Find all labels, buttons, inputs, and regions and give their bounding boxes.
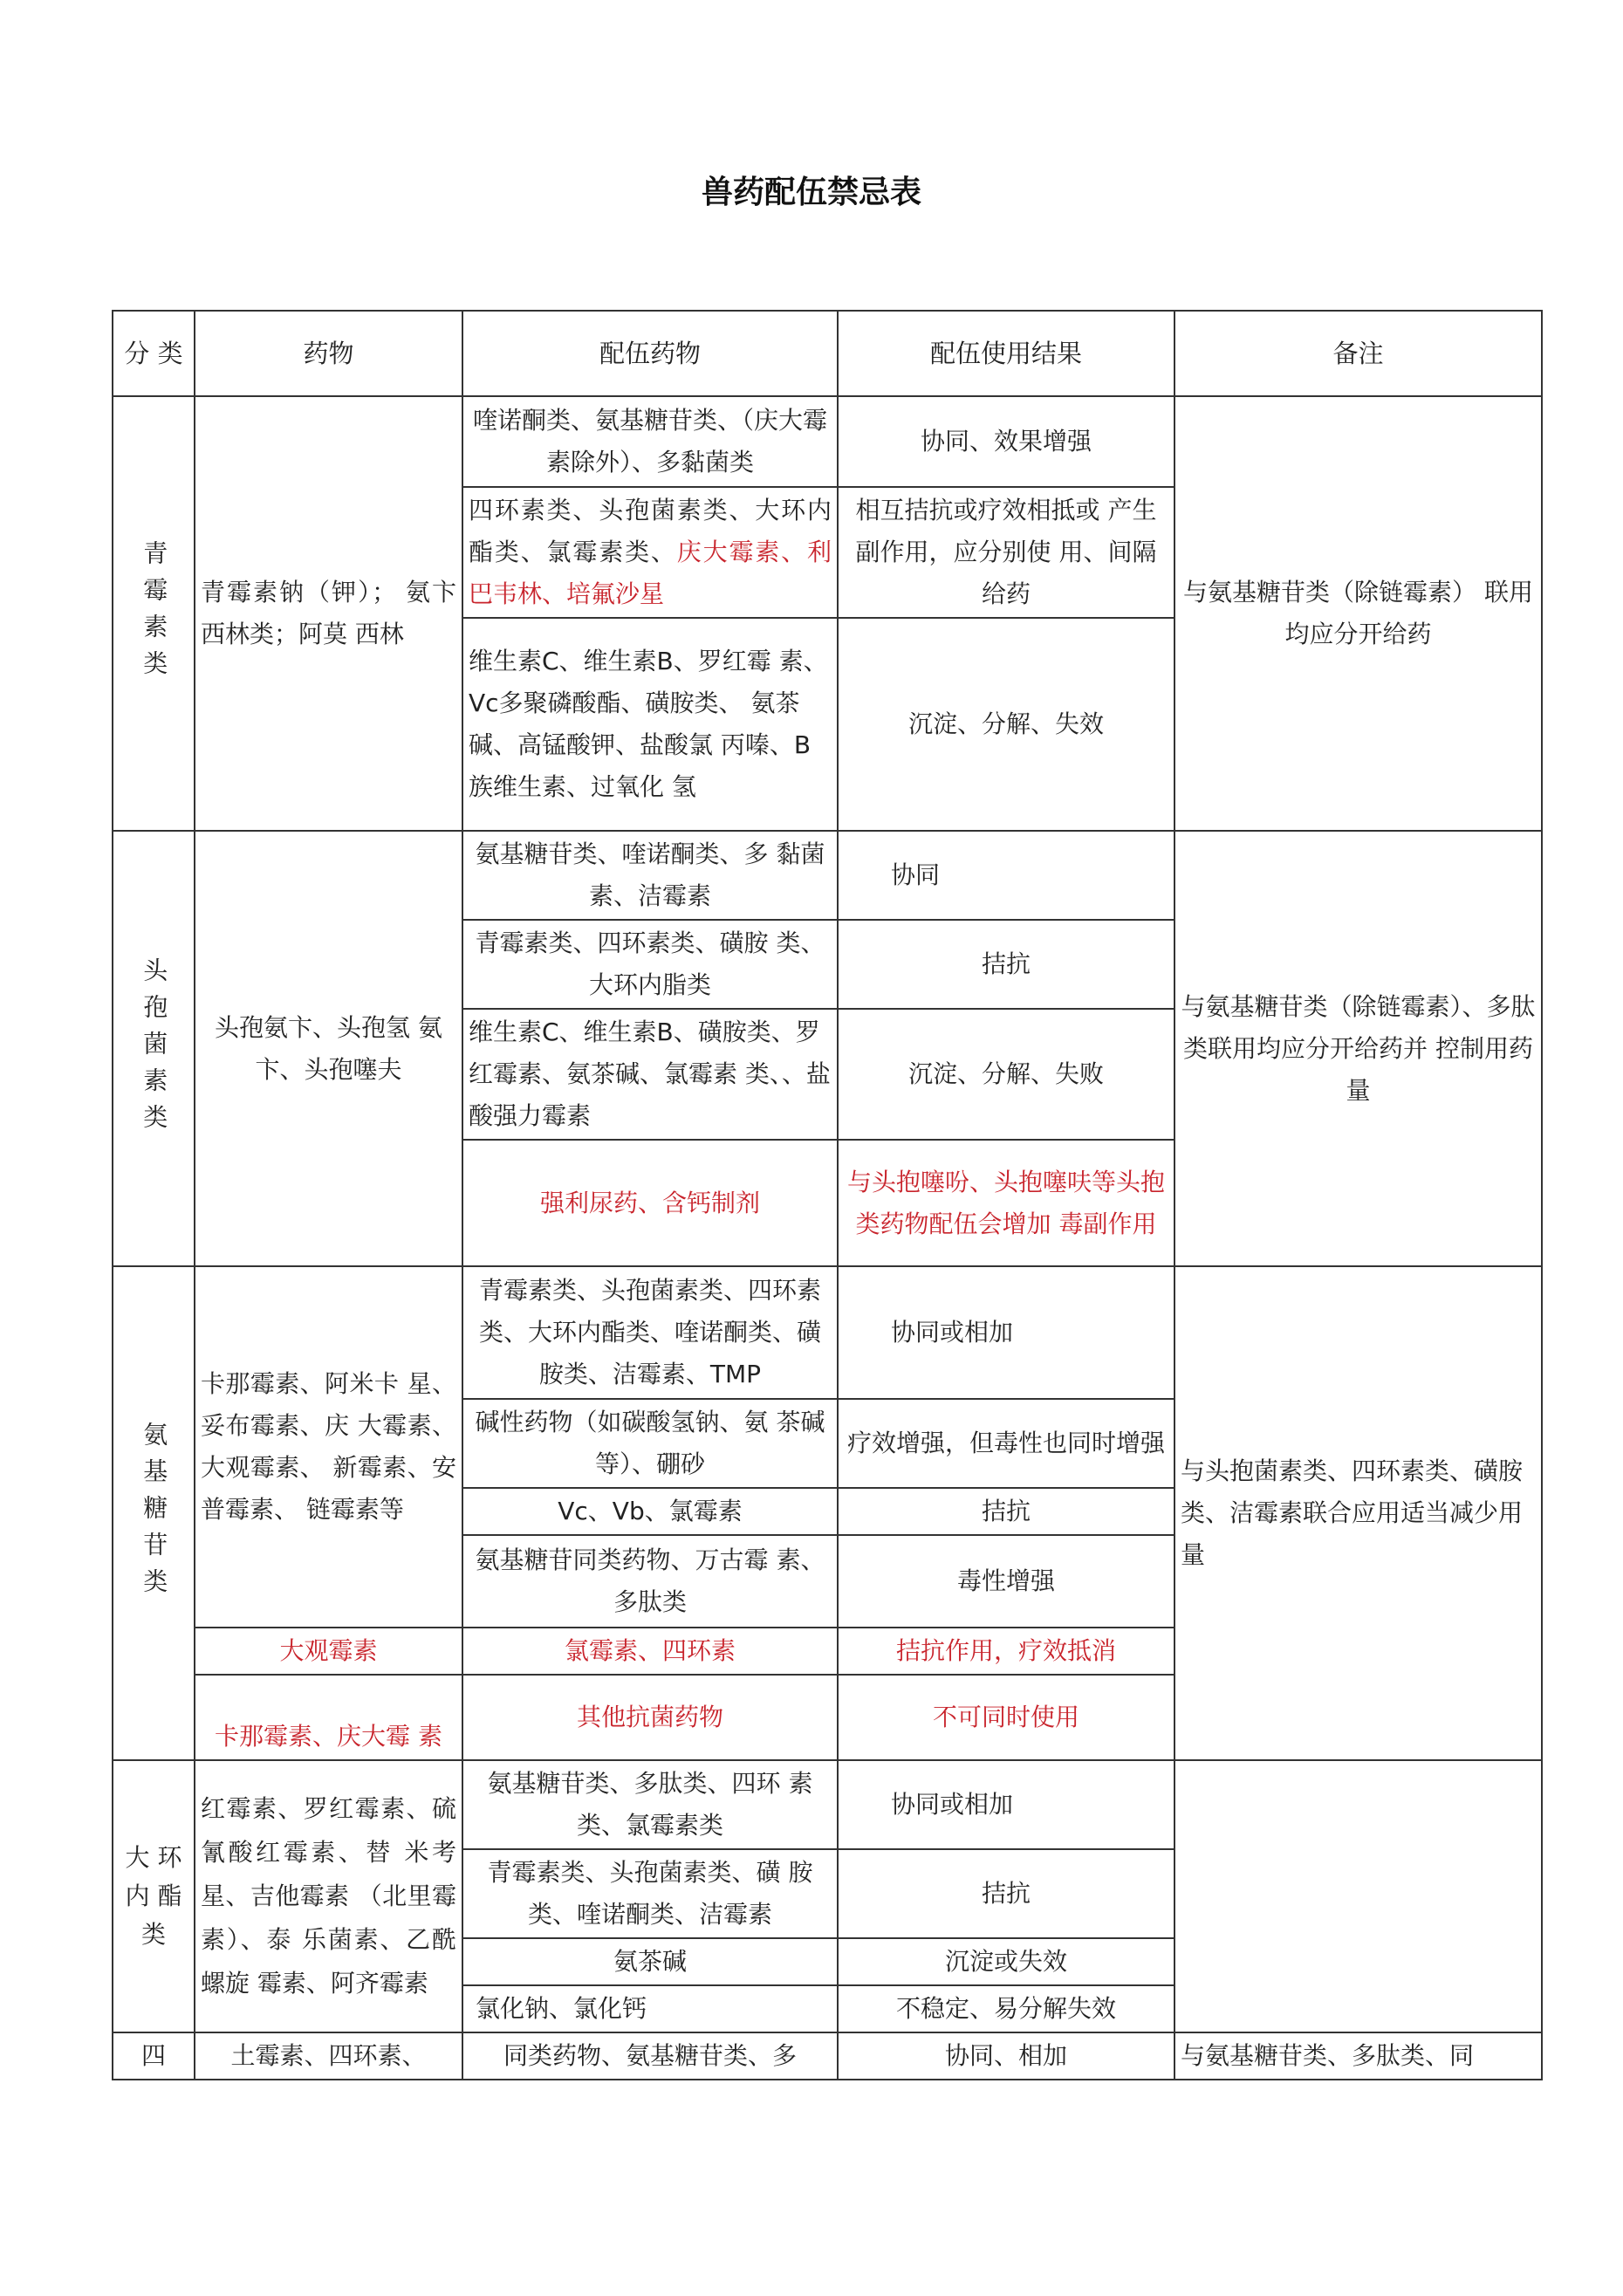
result-cell: 协同 <box>838 831 1174 920</box>
drug-special: 卡那霉素、庆大霉 素 <box>195 1675 462 1760</box>
drug-penicillin: 青霉素钠（钾）； 氨卞西林类；阿莫 西林 <box>195 396 462 831</box>
result-cell: 疗效增强，但毒性也同时增强 <box>838 1399 1174 1488</box>
table-row <box>113 2032 1542 2080</box>
combined-drug-cell: 氨茶碱 <box>462 1938 838 1985</box>
combined-drug-cell: 碱性药物（如碳酸氢钠、氨 茶碱等）、硼砂 <box>462 1399 838 1488</box>
combined-drug-cell: 喹诺酮类、氨基糖苷类、（庆大霉素除外）、多黏菌类 <box>462 396 838 487</box>
combined-drug-cell: 维生素C、维生素B、磺胺类、罗红霉素、氨茶碱、氯霉素 类、、盐酸强力霉素 <box>462 1009 838 1140</box>
combined-drug-cell: 氯化钠、氯化钙 <box>462 1985 838 2032</box>
combined-drug-cell: 维生素C、维生素B、罗红霉 素、Vc多聚磷酸酯、磺胺类、 氨茶碱、高锰酸钾、盐酸氯 丙嗪、B族维生素、过氧化 氢 <box>462 618 838 831</box>
category-penicillin: 青霉素类 <box>113 396 195 831</box>
combined-drug-cell: 青霉素类、头孢菌素类、四环素类、大环内酯类、喹诺酮类、磺胺类、洁霉素、TMP <box>462 1266 838 1399</box>
note-tetracycline: 与氨基糖苷类、多肽类、同 <box>1174 2032 1542 2080</box>
compatibility-table <box>112 310 1543 2080</box>
drug-aminoglycoside: 卡那霉素、阿米卡 星、妥布霉素、庆 大霉素、大观霉素、 新霉素、安普霉素、 链霉素等 <box>195 1266 462 1628</box>
result-cell: 毒性增强 <box>838 1535 1174 1628</box>
category-macrolide: 大 环 内 酯 类 <box>113 1760 195 2032</box>
drug-macrolide: 红霉素、罗红霉素、硫氰酸红霉素、替 米考星、吉他霉素 （北里霉素）、泰 乐菌素、乙酰螺旋 霉素、阿齐霉素 <box>195 1760 462 2032</box>
table-header-row <box>113 311 1542 396</box>
result-cell: 拮抗 <box>838 920 1174 1009</box>
result-cell: 沉淀、分解、失败 <box>838 1009 1174 1140</box>
result-cell: 相互拮抗或疗效相抵或 产生副作用，应分别使 用、间隔给药 <box>838 487 1174 618</box>
category-tetracycline: 四 <box>113 2032 195 2080</box>
combined-drug-cell <box>462 487 838 618</box>
category-cephalosporin: 头孢菌素类 <box>113 831 195 1266</box>
drug-tetracycline: 土霉素、四环素、 <box>195 2032 462 2080</box>
header-category: 分 类 <box>113 311 195 396</box>
header-combined-drug: 配伍药物 <box>462 311 838 396</box>
combined-drug-normal: 四环素类、头孢菌素类、大环内酯类、氯霉素类、 <box>469 496 832 566</box>
result-cell: 协同、相加 <box>838 2032 1174 2080</box>
table-row <box>113 1266 1542 1399</box>
combined-drug-cell: 氯霉素、四环素 <box>462 1628 838 1675</box>
note-aminoglycoside: 与头抱菌素类、四环素类、磺胺类、洁霉素联合应用适当减少用量 <box>1174 1266 1542 1760</box>
result-cell: 与头抱噻吩、头抱噻呋等头抱类药物配伍会增加 毒副作用 <box>838 1140 1174 1266</box>
header-note: 备注 <box>1174 311 1542 396</box>
result-cell: 不稳定、易分解失效 <box>838 1985 1174 2032</box>
header-drug: 药物 <box>195 311 462 396</box>
result-cell: 不可同时使用 <box>838 1675 1174 1760</box>
note-penicillin: 与氨基糖苷类（除链霉素） 联用均应分开给药 <box>1174 396 1542 831</box>
combined-drug-cell: 其他抗菌药物 <box>462 1675 838 1760</box>
combined-drug-cell: 同类药物、氨基糖苷类、多 <box>462 2032 838 2080</box>
combined-drug-cell: 氨基糖苷类、喹诺酮类、多 黏菌素、洁霉素 <box>462 831 838 920</box>
drug-cephalosporin: 头孢氨卞、头孢氢 氨卞、头孢噻夫 <box>195 831 462 1266</box>
result-cell: 协同或相加 <box>838 1760 1174 1849</box>
category-aminoglycoside: 氨基糖苷类 <box>113 1266 195 1760</box>
result-cell: 拮抗作用，疗效抵消 <box>838 1628 1174 1675</box>
table-row <box>113 1760 1542 1849</box>
combined-drug-cell: 氨基糖苷同类药物、万古霉 素、多肽类 <box>462 1535 838 1628</box>
combined-drug-cell: 氨基糖苷类、多肽类、四环 素类、氯霉素类 <box>462 1760 838 1849</box>
drug-special: 大观霉素 <box>195 1628 462 1675</box>
header-result: 配伍使用结果 <box>838 311 1174 396</box>
result-cell: 拮抗 <box>838 1488 1174 1535</box>
result-cell: 协同、效果增强 <box>838 396 1174 487</box>
result-cell: 沉淀、分解、失效 <box>838 618 1174 831</box>
table-row <box>113 831 1542 920</box>
result-cell: 沉淀或失效 <box>838 1938 1174 1985</box>
note-cephalosporin: 与氨基糖苷类（除链霉素）、多肽类联用均应分开给药并 控制用药量 <box>1174 831 1542 1266</box>
combined-drug-cell: Vc、Vb、氯霉素 <box>462 1488 838 1535</box>
combined-drug-cell: 青霉素类、四环素类、磺胺 类、大环内脂类 <box>462 920 838 1009</box>
page-title: 兽药配伍禁忌表 <box>701 175 921 210</box>
result-cell: 协同或相加 <box>838 1266 1174 1399</box>
combined-drug-cell: 强利尿药、含钙制剂 <box>462 1140 838 1266</box>
note-macrolide <box>1174 1760 1542 2032</box>
combined-drug-warning: 庆大霉素、利巴韦林、培氟沙星 <box>469 538 832 608</box>
result-cell: 拮抗 <box>838 1849 1174 1938</box>
table-row <box>113 396 1542 487</box>
combined-drug-cell: 青霉素类、头孢菌素类、磺 胺类、喹诺酮类、洁霉素 <box>462 1849 838 1938</box>
